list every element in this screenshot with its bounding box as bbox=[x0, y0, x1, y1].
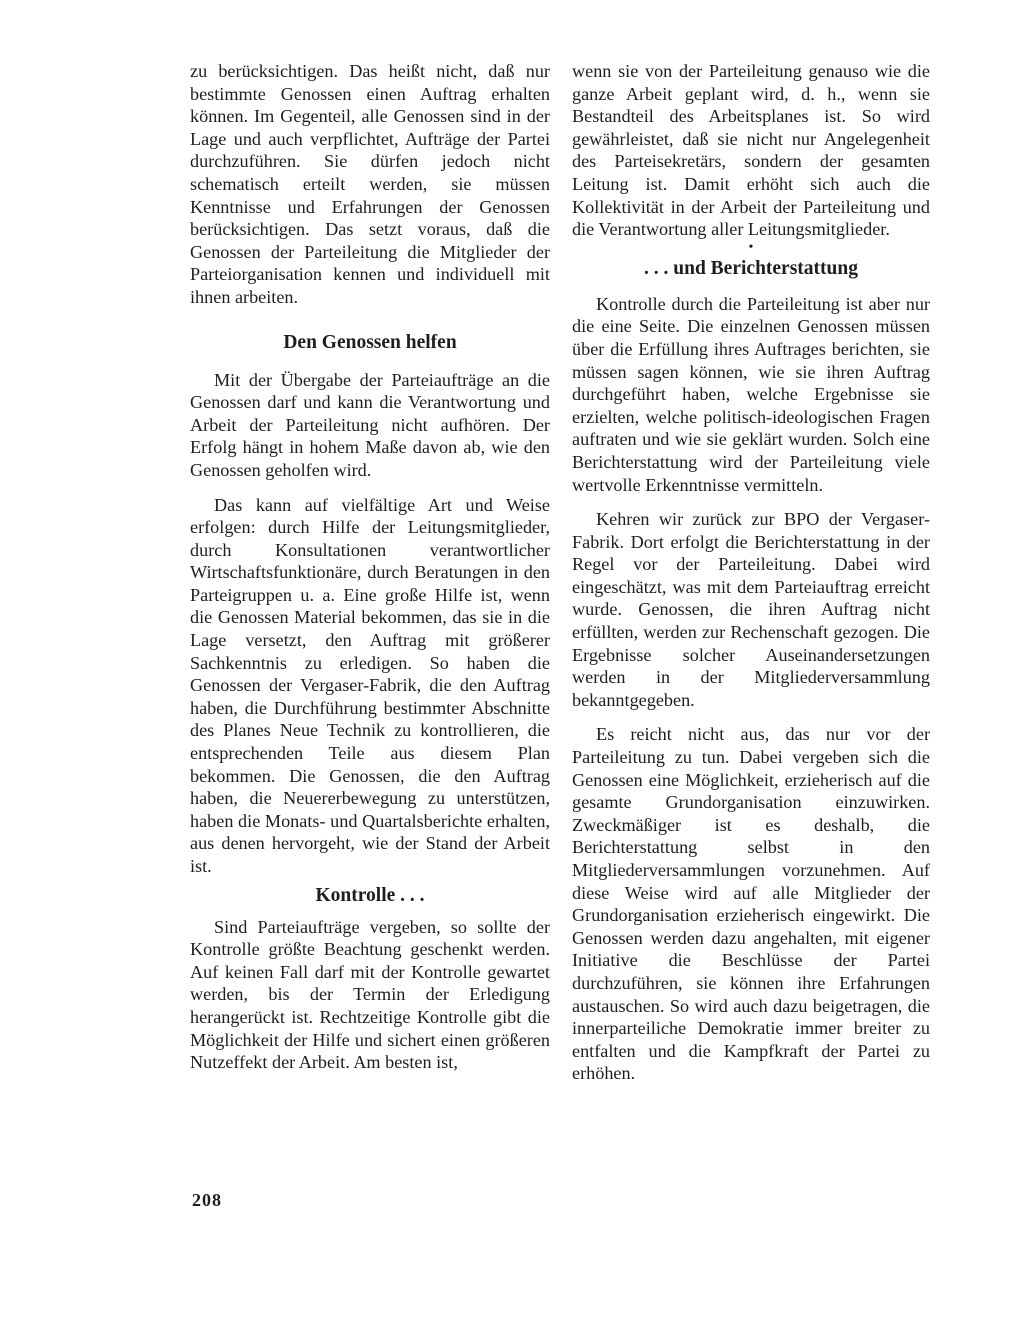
paragraph-gap bbox=[190, 482, 550, 494]
left-paragraph-3: Das kann auf vielfältige Art und Weise erfolgen: durch Hilfe der Leitungsmitglieder, durch Konsultationen verantwortlicher Wirtschaftsfunktionäre, durch Beratungen in den Parteigruppen u. a. Eine große Hilfe ist, wenn die Genossen Material bekommen, das sie in die Lage versetzt, den Auftrag mit größerer Sachkenntnis zu erledigen. So haben die Genossen der Vergaser-Fabrik, die den Auftrag haben, die Durchführung bestimmter Abschnitte des Planes Neue Technik zu kontrollieren, die entsprechenden Teile aus diesem Plan bekommen. Die Genossen, die den Auftrag haben, die Neuererbewegung zu unterstützen, haben die Monats- und Quartalsberichte erhalten, aus denen hervorgeht, wie der Stand der Arbeit ist. bbox=[190, 494, 550, 876]
right-column bbox=[572, 60, 930, 1085]
paragraph-gap bbox=[572, 711, 930, 723]
right-paragraph-2: Kontrolle durch die Parteileitung ist aber nur die eine Seite. Die einzelnen Genossen müssen über die Erfüllung ihres Auftrages berichten, sie müssen sagen können, wie sie ihren Auftrag durchgeführt haben, welche Ergebnisse sie erzielten, welche politisch-ideologischen Fragen auftraten und wie sie geklärt wurden. Solch eine Berichterstattung wird der Parteileitung viele wertvolle Erkenntnisse vermitteln. bbox=[572, 293, 930, 495]
right-paragraph-4: Es reicht nicht aus, das nur vor der Parteileitung zu tun. Dabei vergeben sich die Genossen eine Möglichkeit, erzieherisch auf die gesamte Grundorganisation einzuwirken. Zweckmäßiger ist es deshalb, die Berichterstattung selbst in den Mitgliederversammlungen vorzunehmen. Auf diese Weise wird auf alle Mitglieder der Grundorganisation erzieherisch eingewirkt. Die Genossen werden dazu angehalten, mit eigener Initiative die Beschlüsse der Partei durchzuführen, sie können ihre Erfahrungen austauschen. So wird auch dazu beigetragen, die innerparteiliche Demokratie immer breiter zu entfalten und die Kampfkraft der Partei zu erhöhen. bbox=[572, 724, 930, 1084]
left-paragraph-2: Mit der Übergabe der Parteiaufträge an die Genossen darf und kann die Verantwortung und Arbeit der Parteileitung nicht aufhören. Der Erfolg hängt in hohem Maße davon ab, wie den Genossen geholfen wird. bbox=[190, 369, 550, 480]
left-paragraph-1: zu berücksichtigen. Das heißt nicht, daß nur bestimmte Genossen einen Auftrag erhalten können. Im Gegenteil, alle Genossen sind in der Lage und auch verpflichtet, Aufträge der Partei durchzuführen. Sie dürfen jedoch nicht schematisch erteilt werden, sie müssen Kenntnisse und Erfahrungen der Genossen berücksichtigen. Das setzt voraus, daß die Genossen der Parteileitung die Mitglieder der Parteiorganisation kennen und individuell mit ihnen arbeiten. bbox=[190, 61, 550, 307]
paragraph-gap bbox=[572, 496, 930, 508]
left-column bbox=[190, 60, 550, 1074]
section-heading-berichterstattung: . . . und Berichterstattung bbox=[644, 257, 858, 279]
page-number: 208 bbox=[192, 1190, 222, 1210]
bullet-separator: • bbox=[748, 239, 754, 255]
right-paragraph-3: Kehren wir zurück zur BPO der Vergaser-Fabrik. Dort erfolgt die Berichterstattung in der Regel vor der Parteileitung. Dabei wird eingeschätzt, was mit dem Parteiauftrag erreicht wurde. Genossen, die ihren Auftrag nicht erfüllten, werden zur Rechenschaft gezogen. Die Ergebnisse solcher Auseinandersetzungen werden in der Mitgliederversammlung bekanntgegeben. bbox=[572, 509, 930, 710]
section-heading-kontrolle: Kontrolle . . . bbox=[315, 884, 425, 906]
left-paragraph-4: Sind Parteiaufträge vergeben, so sollte der Kontrolle größte Beachtung geschenkt werden. Auf keinen Fall darf mit der Kontrolle gewartet werden, bis der Termin der Erledigung herangerückt ist. Rechtzeitige Kontrolle gibt die Möglichkeit der Hilfe und sichert einen größeren Nutzeffekt der Arbeit. Am besten ist, bbox=[190, 916, 550, 1073]
section-heading-den-genossen-helfen: Den Genossen helfen bbox=[283, 331, 457, 353]
right-paragraph-1: wenn sie von der Parteileitung genauso wie die ganze Arbeit geplant wird, d. h., wenn sie Bestandteil des Arbeitsplanes ist. So wird gewährleistet, daß sie nicht nur Angelegenheit des Parteisekretärs, sondern der gesamten Leitung ist. Damit erhöht sich auch die Kollektivität in der Arbeit der Parteileitung und die Verantwortung aller Leitungsmitglieder. bbox=[572, 61, 930, 240]
